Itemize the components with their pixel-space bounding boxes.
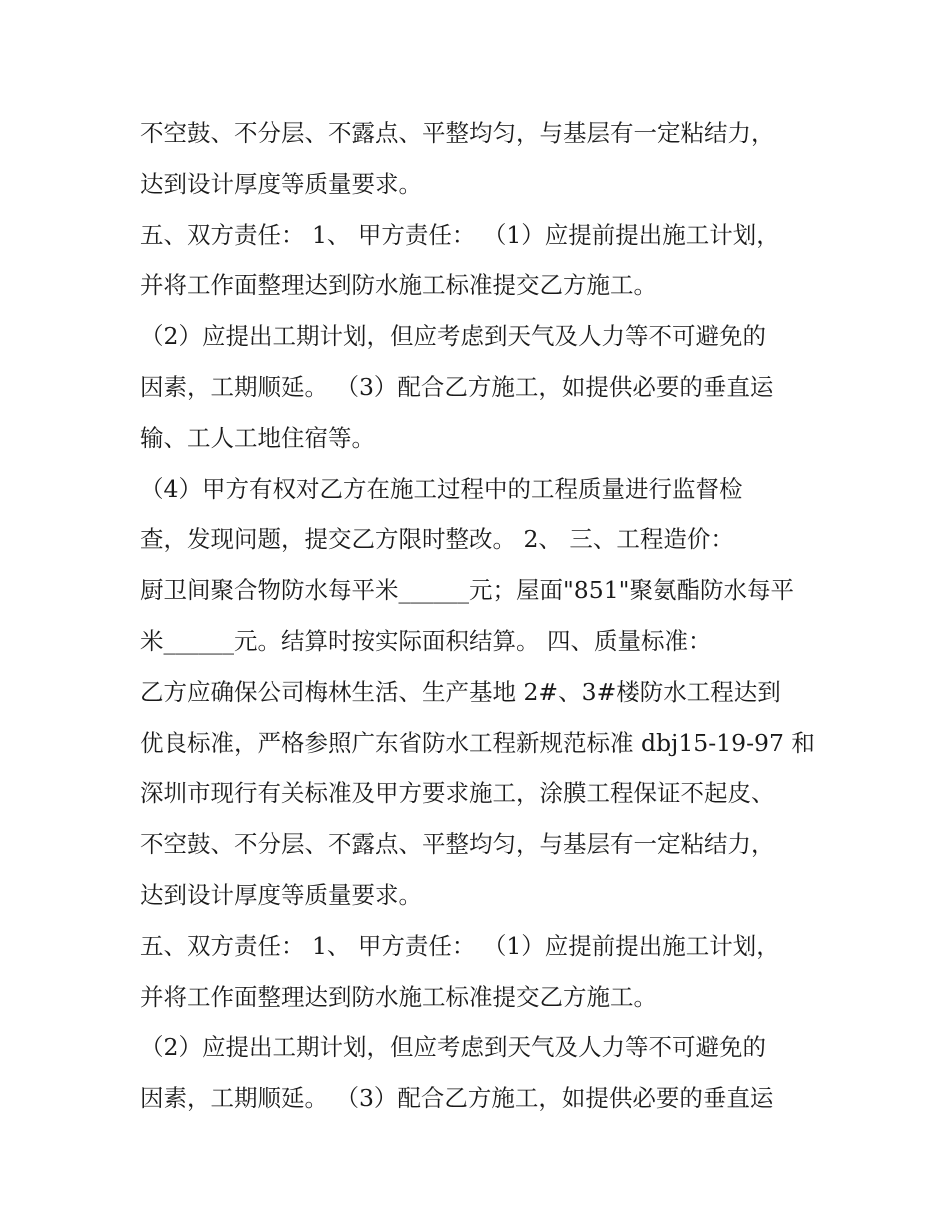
text-line: 米______元。结算时按实际面积结算。 四、质量标准： — [140, 626, 712, 655]
text-line: 不空鼓、不分层、不露点、平整均匀，与基层有一定粘结力， — [140, 830, 775, 859]
text-line: 达到设计厚度等质量要求。 — [140, 169, 422, 198]
text-line: 查，发现问题，提交乙方限时整改。 2、 三、工程造价： — [140, 525, 734, 554]
text-line: 厨卫间聚合物防水每平米______元；屋面"851"聚氨酯防水每平 — [140, 576, 794, 605]
text-line: 输、工人工地住宿等。 — [140, 423, 375, 452]
text-line: （2）应提出工期计划，但应考虑到天气及人力等不可避免的 — [140, 1033, 766, 1062]
text-line: 因素，工期顺延。 （3）配合乙方施工，如提供必要的垂直运 — [140, 1084, 774, 1113]
text-line: 优良标准，严格参照广东省防水工程新规范标准 dbj15-19-97 和 — [140, 728, 815, 757]
text-line: 并将工作面整理达到防水施工标准提交乙方施工。 — [140, 271, 657, 300]
text-line: 因素，工期顺延。 （3）配合乙方施工，如提供必要的垂直运 — [140, 372, 774, 401]
text-line: （2）应提出工期计划，但应考虑到天气及人力等不可避免的 — [140, 322, 766, 351]
text-line: 不空鼓、不分层、不露点、平整均匀，与基层有一定粘结力， — [140, 119, 775, 147]
text-line: 五、双方责任： 1、 甲方责任： （1）应提前提出施工计划， — [140, 931, 780, 960]
document-body — [140, 108, 830, 1124]
text-line: 并将工作面整理达到防水施工标准提交乙方施工。 — [140, 982, 657, 1011]
text-line: 五、双方责任： 1、 甲方责任： （1）应提前提出施工计划， — [140, 220, 780, 249]
text-line: 乙方应确保公司梅林生活、生产基地 2#、3#楼防水工程达到 — [140, 677, 781, 706]
text-line: 达到设计厚度等质量要求。 — [140, 880, 422, 909]
text-line: 深圳市现行有关标准及甲方要求施工，涂膜工程保证不起皮、 — [140, 779, 775, 808]
text-line: （4）甲方有权对乙方在施工过程中的工程质量进行监督检 — [140, 474, 743, 503]
